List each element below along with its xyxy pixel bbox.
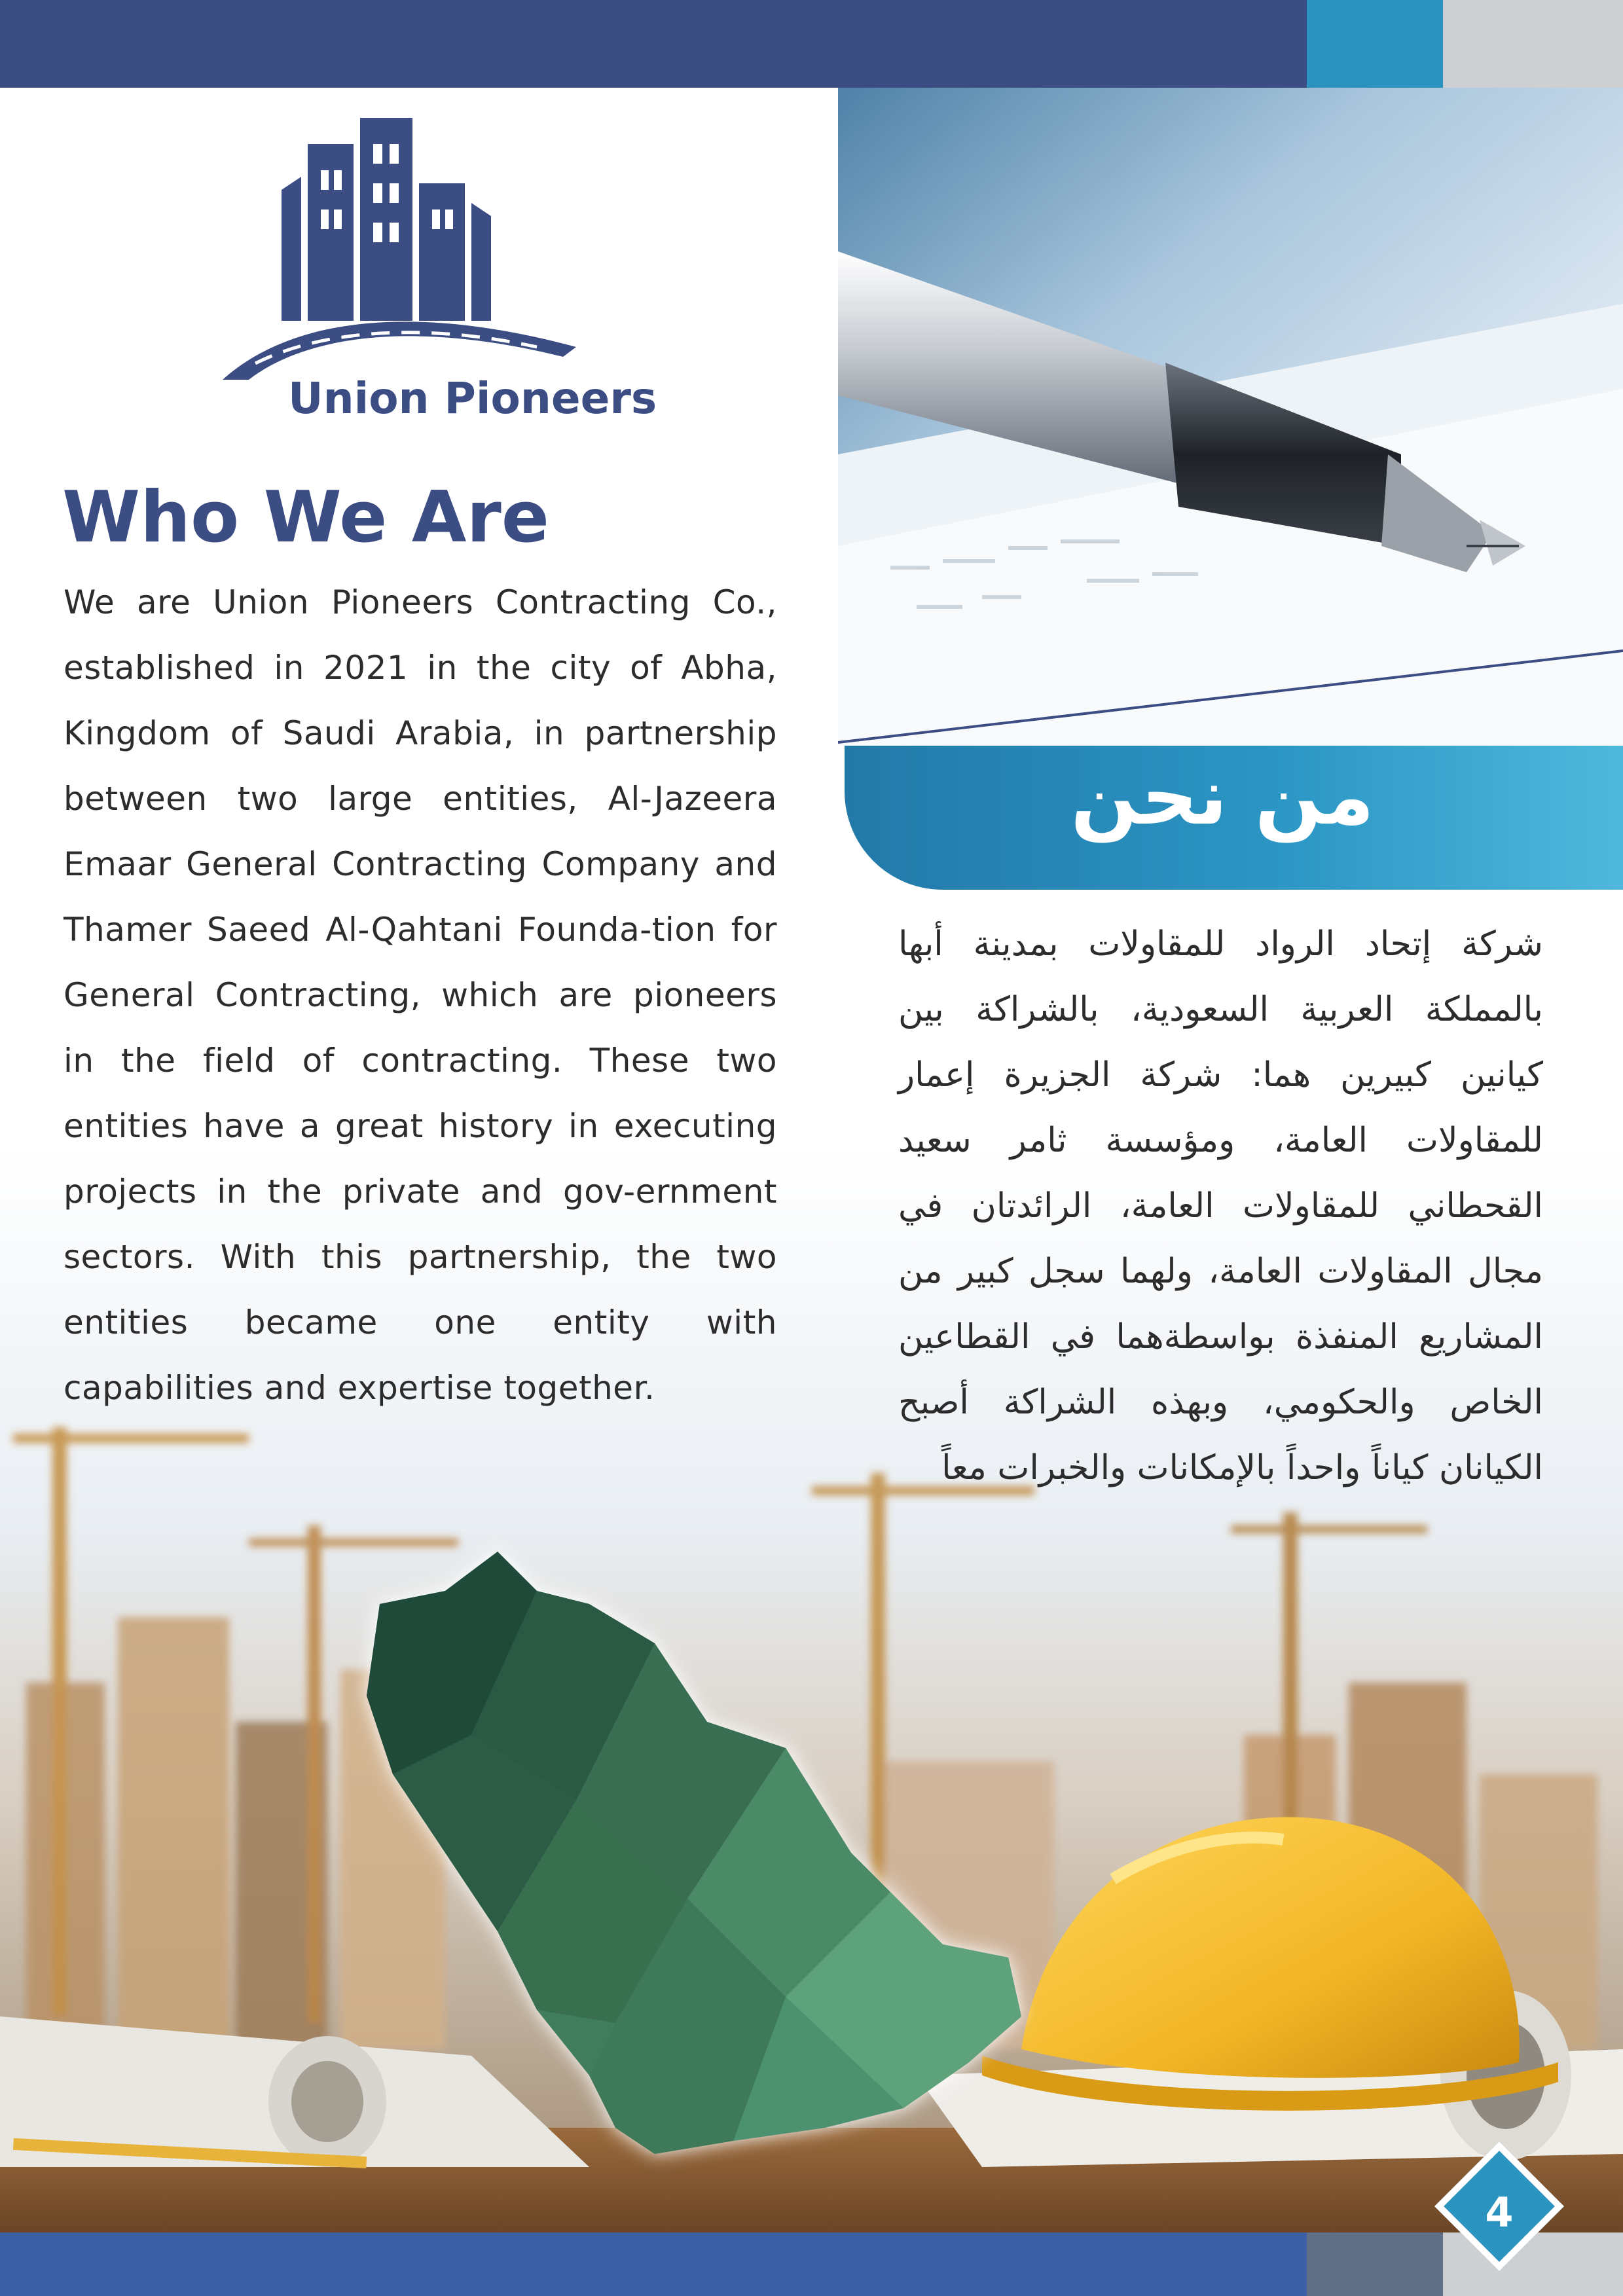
top-bar-grey	[1443, 0, 1623, 88]
top-bar-accent	[1307, 0, 1443, 88]
company-logo	[196, 105, 657, 445]
page-number: 4	[1485, 2189, 1514, 2236]
bottom-bar-accent	[1307, 2232, 1443, 2296]
logo-text: Union Pioneers	[288, 373, 657, 424]
arabic-title: من نحن	[1070, 752, 1374, 843]
buildings-icon	[210, 105, 576, 380]
arabic-body: شركة إتحاد الرواد للمقاولات بمدينة أبها بالمملكة العربية السعودية، بالشراكة بين كيانين كبيرين هما: شركة الجزيرة إعمار للمقاولات العامة، ومؤسسة ثامر سعيد القحطاني للمقاولات العامة، الرائدتان في مجال المقاولات العامة، ولهما سجل كبير من المشاريع المنفذة بواسطةهما في القطاعين الخاص والحكومي، وبهذه الشراكة أصبح الكيانان كياناً واحداً بالإمكانات والخبرات معاً	[898, 924, 1543, 1487]
pen-on-paper-photo	[838, 88, 1623, 746]
english-title: Who We Are	[62, 477, 550, 558]
english-body: We are Union Pioneers Contracting Co., established in 2021 in the city of Abha, Kingdom of Saudi Arabia, in partnership between two large entities, Al-Jazeera Emaar General Contracting Company and Thamer Saeed Al-Qahtani Founda-tion for General Contracting, which are pioneers in the field of contracting. These two entities have a great history in executing projects in the private and gov-ernment sectors. With this partnership, the two entities became one entity with capabilities and expertise together.	[64, 583, 777, 1407]
top-bar	[0, 0, 1307, 88]
bottom-bar	[0, 2232, 1307, 2296]
